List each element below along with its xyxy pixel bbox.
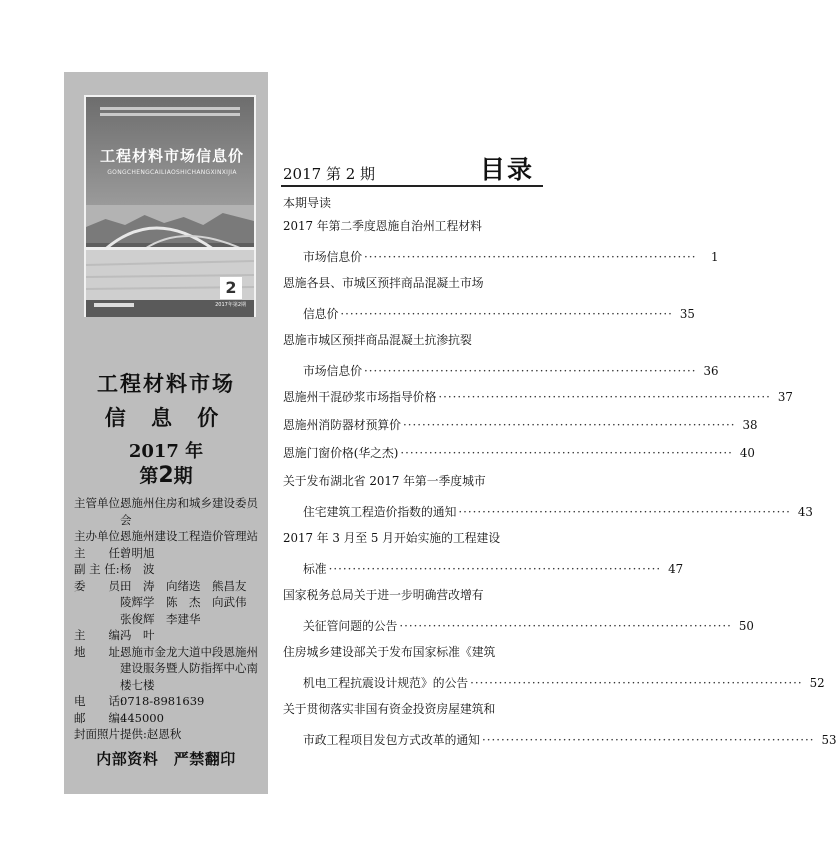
- toc-entry[interactable]: [283, 698, 836, 751]
- toc-page-number: 1: [710, 250, 719, 264]
- leader-dots: ······································································: [438, 390, 771, 404]
- leader-dots: ······································································: [402, 418, 736, 432]
- toc-page-number: 47: [668, 562, 684, 576]
- info-row: 电 话: 0718-8981639: [74, 694, 205, 708]
- toc-entry[interactable]: [283, 641, 825, 694]
- cover-issue-number: 2: [220, 277, 242, 299]
- info-row: 陵辉学 陈 杰 向武伟: [120, 595, 247, 609]
- cover-issue-date: 2017年第2期: [215, 302, 246, 308]
- internal-use-notice: 内部资料 严禁翻印: [96, 750, 236, 768]
- toc-entry-title-cont: 机电工程抗震设计规范》的公告: [303, 676, 469, 690]
- info-row: 建设服务暨人防指挥中心南: [120, 661, 258, 675]
- cover-pinyin: GONGCHENGCAILIAOSHICHANGXINXIJIA: [107, 169, 237, 176]
- toc-divider: [281, 185, 543, 187]
- toc-page-number: 36: [703, 364, 719, 378]
- toc-entry-title-cont: 信息价: [303, 307, 339, 321]
- toc-page-number: 53: [821, 733, 836, 747]
- cover-title: 工程材料市场信息价: [99, 147, 244, 165]
- leader-dots: ······································································: [328, 562, 662, 576]
- toc-heading: 目录: [480, 155, 535, 184]
- toc-entry-title: 国家税务总局关于进一步明确营改增有: [283, 588, 484, 602]
- toc-entry[interactable]: [283, 414, 758, 436]
- cover-header-text: [100, 107, 240, 121]
- info-row: 地 址: 恩施市金龙大道中段恩施州: [74, 644, 258, 659]
- toc-entry[interactable]: [283, 527, 684, 580]
- issue-prefix: 第: [139, 465, 159, 487]
- toc-intro: 本期导读: [283, 196, 332, 210]
- toc-entry-title: 2017 年第二季度恩施自治州工程材料: [283, 219, 482, 233]
- publication-issue: [64, 461, 268, 488]
- toc-page-number: 37: [777, 390, 793, 404]
- toc-entry-title-cont: 住宅建筑工程造价指数的通知: [303, 505, 457, 519]
- toc-page-number: 40: [739, 446, 755, 460]
- leader-dots: ······································································: [364, 250, 697, 264]
- toc-entry[interactable]: [283, 272, 695, 325]
- leader-dots: ······································································: [458, 505, 791, 519]
- toc-entry-title: 恩施门窗价格(华之杰): [283, 446, 399, 460]
- publication-year: 2017 年: [128, 441, 204, 462]
- leader-dots: ······································································: [481, 733, 815, 747]
- info-row: 楼七楼: [120, 677, 155, 692]
- toc-entry-title: 住房城乡建设部关于发布国家标准《建筑: [283, 645, 496, 659]
- info-row: 委 员: 田 涛 向绪迭 熊昌友: [74, 578, 247, 593]
- toc-entry-title-cont: 市场信息价: [303, 364, 362, 378]
- leader-dots: ······································································: [399, 619, 732, 633]
- publication-title: 工程材料市场: [97, 371, 235, 396]
- toc-entry-title: 恩施州干混砂浆市场指导价格: [283, 390, 437, 404]
- toc-entry[interactable]: [283, 584, 754, 637]
- toc-entry-title: 关于发布湖北省 2017 年第一季度城市: [283, 474, 486, 488]
- info-row: 副 主 任: 杨 波: [74, 562, 155, 576]
- toc-entry[interactable]: [283, 470, 813, 523]
- toc-entry[interactable]: [283, 386, 793, 408]
- toc-entry-title: 恩施州消防器材预算价: [283, 418, 401, 432]
- toc-entry-title: 恩施各县、市城区预拌商品混凝土市场: [283, 276, 484, 290]
- toc-entry-title-cont: 市场信息价: [303, 250, 362, 264]
- masthead-info: [74, 495, 264, 743]
- info-row: 主办单位: 恩施州建设工程造价管理站: [74, 529, 258, 543]
- toc-page-number: 50: [738, 619, 754, 633]
- toc-entry-title: 关于贯彻落实非国有资金投资房屋建筑和: [283, 702, 496, 716]
- leader-dots: ······································································: [364, 364, 697, 378]
- toc-issue-label: 2017 第 2 期: [283, 165, 376, 183]
- info-row: 主 任: 曾明旭: [74, 545, 155, 560]
- toc-entry-title: 恩施市城区预拌商品混凝土抗渗抗裂: [283, 333, 472, 347]
- toc-list: [283, 215, 836, 755]
- info-row: 张俊辉 李建华: [120, 611, 201, 626]
- info-row: 主 编: 冯 叶: [74, 628, 155, 642]
- toc-entry[interactable]: [283, 329, 719, 382]
- info-row: 主管单位: 恩施州住房和城乡建设委员会: [74, 496, 258, 527]
- toc-entry-title-cont: 关征管问题的公告: [303, 619, 398, 633]
- issue-suffix: 期: [173, 465, 193, 487]
- leader-dots: ······································································: [470, 676, 803, 690]
- issue-number: 2: [158, 463, 174, 488]
- toc-page-number: 35: [679, 307, 695, 321]
- cover-publisher-logo: [94, 303, 134, 307]
- info-row: 封面照片提供: 赵恩秋: [74, 727, 182, 741]
- toc-page-number: 38: [742, 418, 758, 432]
- cover-thumbnail: [84, 95, 256, 317]
- leader-dots: ······································································: [400, 446, 733, 460]
- toc-entry-title-cont: 标准: [303, 562, 327, 576]
- toc-entry[interactable]: [283, 215, 719, 268]
- toc-entry-title-cont: 市政工程项目发包方式改革的通知: [303, 733, 480, 747]
- toc-entry-title: 2017 年 3 月至 5 月开始实施的工程建设: [283, 531, 501, 545]
- publication-subtitle: 信 息 价: [104, 405, 228, 430]
- toc-page-number: 52: [809, 676, 825, 690]
- leader-dots: ······································································: [340, 307, 673, 321]
- toc-entry[interactable]: [283, 442, 755, 464]
- toc-page-number: 43: [797, 505, 813, 519]
- info-row: 邮 编: 445000: [74, 710, 164, 725]
